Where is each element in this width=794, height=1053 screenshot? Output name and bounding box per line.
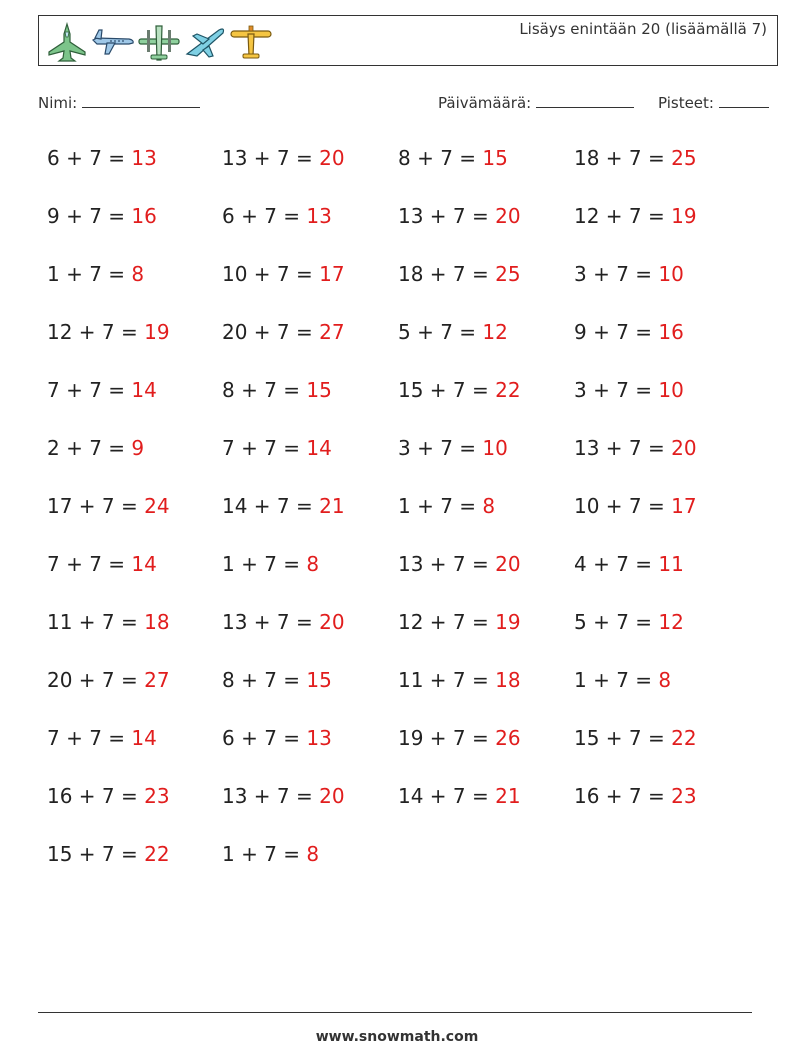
problem-item: [222, 204, 332, 228]
problem-question: 12 + 7 =: [47, 320, 145, 344]
problem-answer: 13: [306, 204, 332, 228]
problem-answer: 15: [482, 146, 508, 170]
problem-answer: 13: [306, 726, 332, 750]
problem-item: [222, 726, 332, 750]
problem-question: 12 + 7 =: [398, 610, 496, 634]
problem-answer: 20: [495, 204, 521, 228]
problem-question: 11 + 7 =: [47, 610, 145, 634]
problem-question: 16 + 7 =: [574, 784, 672, 808]
airliner-icon: [91, 22, 135, 62]
problem-answer: 10: [658, 378, 684, 402]
problem-question: 15 + 7 =: [398, 378, 496, 402]
problem-answer: 20: [319, 146, 345, 170]
problem-answer: 14: [131, 378, 157, 402]
problem-question: 8 + 7 =: [222, 668, 307, 692]
problem-question: 15 + 7 =: [574, 726, 672, 750]
problem-answer: 25: [495, 262, 521, 286]
problem-item: [47, 842, 170, 866]
problem-question: 15 + 7 =: [47, 842, 145, 866]
problem-question: 5 + 7 =: [398, 320, 483, 344]
problem-answer: 8: [482, 494, 496, 518]
problem-item: [47, 146, 157, 170]
problem-question: 19 + 7 =: [398, 726, 496, 750]
problem-item: [574, 668, 671, 692]
problem-answer: 25: [671, 146, 697, 170]
problem-item: [574, 436, 697, 460]
problem-answer: 15: [306, 378, 332, 402]
problem-answer: 20: [495, 552, 521, 576]
problem-item: [574, 262, 684, 286]
problem-answer: 20: [319, 610, 345, 634]
problem-question: 7 + 7 =: [47, 378, 132, 402]
problem-answer: 8: [658, 668, 672, 692]
problem-answer: 16: [131, 204, 157, 228]
problem-question: 18 + 7 =: [574, 146, 672, 170]
name-field[interactable]: [38, 93, 200, 112]
problem-answer: 18: [144, 610, 170, 634]
problem-question: 14 + 7 =: [398, 784, 496, 808]
problem-item: [222, 146, 345, 170]
problem-question: 8 + 7 =: [398, 146, 483, 170]
date-label: Päivämäärä:: [438, 94, 532, 112]
problem-item: [222, 378, 332, 402]
problem-question: 2 + 7 =: [47, 436, 132, 460]
problem-answer: 22: [144, 842, 170, 866]
problem-answer: 10: [482, 436, 508, 460]
problem-item: [574, 726, 697, 750]
problem-question: 16 + 7 =: [47, 784, 145, 808]
problem-answer: 13: [131, 146, 157, 170]
problem-item: [398, 552, 521, 576]
problem-item: [47, 320, 170, 344]
problem-question: 4 + 7 =: [574, 552, 659, 576]
problem-item: [398, 436, 508, 460]
problem-answer: 19: [495, 610, 521, 634]
problem-question: 11 + 7 =: [398, 668, 496, 692]
problem-question: 5 + 7 =: [574, 610, 659, 634]
problem-answer: 14: [131, 726, 157, 750]
problem-question: 6 + 7 =: [222, 204, 307, 228]
problem-answer: 21: [495, 784, 521, 808]
problem-item: [574, 146, 697, 170]
problem-item: [398, 494, 495, 518]
problem-answer: 27: [144, 668, 170, 692]
problem-question: 13 + 7 =: [574, 436, 672, 460]
date-field[interactable]: [438, 93, 634, 112]
problem-item: [222, 494, 345, 518]
problem-question: 7 + 7 =: [47, 552, 132, 576]
footer-url: www.snowmath.com: [315, 1029, 479, 1045]
jet-fighter-icon: [45, 22, 89, 62]
problem-answer: 17: [671, 494, 697, 518]
problem-question: 13 + 7 =: [222, 146, 320, 170]
problem-question: 7 + 7 =: [47, 726, 132, 750]
problem-question: 1 + 7 =: [574, 668, 659, 692]
problem-answer: 20: [671, 436, 697, 460]
problem-answer: 26: [495, 726, 521, 750]
problem-answer: 12: [482, 320, 508, 344]
problem-item: [47, 610, 170, 634]
problem-item: [398, 610, 521, 634]
date-blank[interactable]: [536, 93, 634, 108]
problem-item: [222, 668, 332, 692]
problem-question: 3 + 7 =: [398, 436, 483, 460]
problem-item: [47, 262, 144, 286]
problem-answer: 14: [306, 436, 332, 460]
problem-question: 18 + 7 =: [398, 262, 496, 286]
problem-item: [398, 146, 508, 170]
problem-item: [574, 320, 684, 344]
problem-answer: 19: [671, 204, 697, 228]
problem-question: 12 + 7 =: [574, 204, 672, 228]
problem-answer: 22: [495, 378, 521, 402]
problem-answer: 15: [306, 668, 332, 692]
problem-answer: 8: [306, 552, 320, 576]
problem-item: [222, 320, 345, 344]
problem-question: 9 + 7 =: [574, 320, 659, 344]
problem-item: [47, 436, 144, 460]
problem-answer: 8: [131, 262, 145, 286]
problem-item: [574, 784, 697, 808]
problem-answer: 22: [671, 726, 697, 750]
problem-answer: 11: [658, 552, 684, 576]
jet-plane-icon: [183, 22, 227, 62]
problem-answer: 8: [306, 842, 320, 866]
problem-question: 8 + 7 =: [222, 378, 307, 402]
problem-question: 13 + 7 =: [222, 784, 320, 808]
score-blank[interactable]: [719, 93, 769, 108]
problem-answer: 9: [131, 436, 145, 460]
problem-question: 17 + 7 =: [47, 494, 145, 518]
problem-question: 20 + 7 =: [47, 668, 145, 692]
problem-answer: 10: [658, 262, 684, 286]
problem-item: [574, 552, 684, 576]
problem-answer: 12: [658, 610, 684, 634]
problem-question: 10 + 7 =: [222, 262, 320, 286]
problem-question: 14 + 7 =: [222, 494, 320, 518]
problem-question: 3 + 7 =: [574, 262, 659, 286]
problem-item: [574, 204, 697, 228]
footer-divider: [38, 1012, 752, 1013]
problem-item: [574, 610, 684, 634]
problem-item: [398, 378, 521, 402]
problem-question: 1 + 7 =: [398, 494, 483, 518]
problem-item: [398, 668, 521, 692]
problem-item: [398, 204, 521, 228]
header-icons: [45, 22, 273, 62]
problem-item: [47, 204, 157, 228]
problem-item: [222, 436, 332, 460]
problem-answer: 21: [319, 494, 345, 518]
problem-question: 1 + 7 =: [222, 842, 307, 866]
problem-answer: 23: [671, 784, 697, 808]
problem-item: [574, 378, 684, 402]
problem-question: 6 + 7 =: [222, 726, 307, 750]
problem-item: [47, 494, 170, 518]
problem-question: 7 + 7 =: [222, 436, 307, 460]
problem-answer: 24: [144, 494, 170, 518]
problem-answer: 23: [144, 784, 170, 808]
problem-item: [47, 378, 157, 402]
problem-item: [47, 726, 157, 750]
biplane-icon: [229, 22, 273, 62]
problem-answer: 27: [319, 320, 345, 344]
problem-question: 9 + 7 =: [47, 204, 132, 228]
problem-item: [222, 842, 319, 866]
propeller-plane-icon: [137, 22, 181, 62]
problem-answer: 17: [319, 262, 345, 286]
name-blank[interactable]: [82, 93, 200, 108]
problem-item: [47, 784, 170, 808]
problem-question: 13 + 7 =: [398, 552, 496, 576]
problem-item: [398, 784, 521, 808]
problem-item: [222, 552, 319, 576]
worksheet-title: Lisäys enintään 20 (lisäämällä 7): [519, 20, 767, 38]
problem-item: [398, 726, 521, 750]
problem-item: [398, 320, 508, 344]
problem-item: [222, 784, 345, 808]
problem-question: 3 + 7 =: [574, 378, 659, 402]
problem-question: 13 + 7 =: [222, 610, 320, 634]
problem-question: 1 + 7 =: [47, 262, 132, 286]
worksheet-header: [38, 15, 778, 66]
problem-item: [222, 262, 345, 286]
problem-question: 10 + 7 =: [574, 494, 672, 518]
problem-answer: 19: [144, 320, 170, 344]
problem-item: [222, 610, 345, 634]
score-field[interactable]: [658, 93, 769, 112]
problem-item: [574, 494, 697, 518]
problem-item: [47, 552, 157, 576]
problem-question: 6 + 7 =: [47, 146, 132, 170]
score-label: Pisteet:: [658, 94, 714, 112]
name-label: Nimi:: [38, 94, 78, 112]
problem-answer: 16: [658, 320, 684, 344]
problem-answer: 14: [131, 552, 157, 576]
problem-question: 1 + 7 =: [222, 552, 307, 576]
problem-item: [398, 262, 521, 286]
problem-question: 13 + 7 =: [398, 204, 496, 228]
problem-question: 20 + 7 =: [222, 320, 320, 344]
problem-item: [47, 668, 170, 692]
problem-answer: 18: [495, 668, 521, 692]
problem-answer: 20: [319, 784, 345, 808]
